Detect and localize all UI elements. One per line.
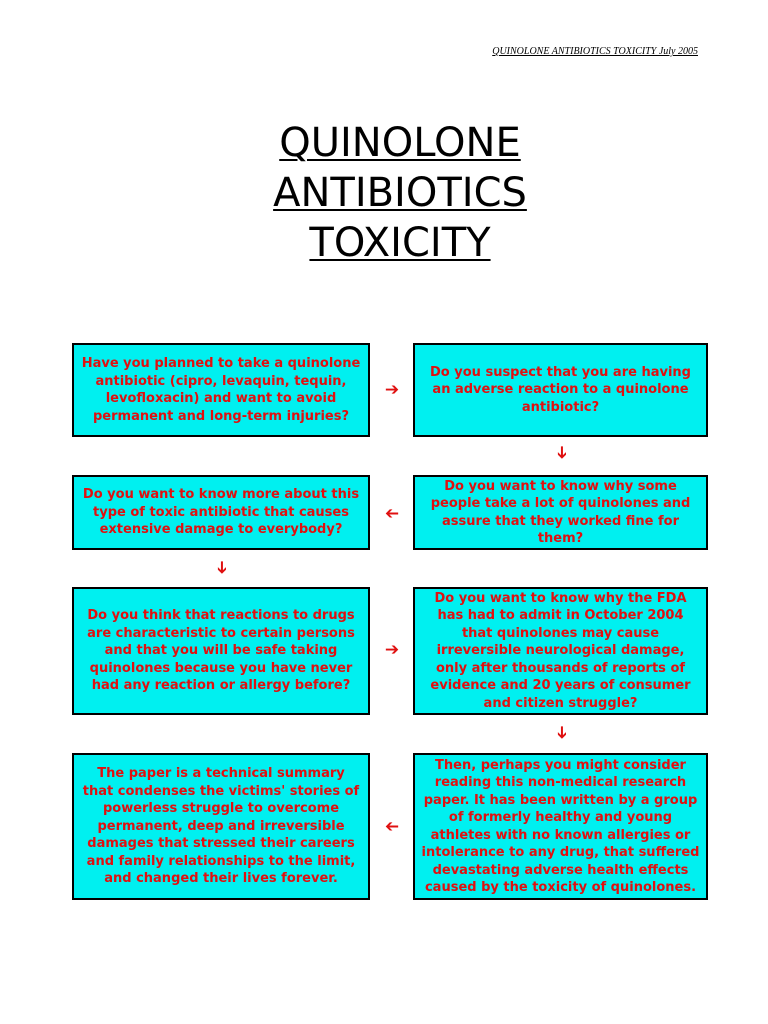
arrow-left-icon: ➔ (384, 816, 400, 836)
arrow-down-icon: ➔ (551, 445, 572, 460)
flow-box-4: Do you want to know more about this type of toxic antibiotic that causes extensive damage to everybody? (72, 475, 370, 550)
page-title (0, 118, 768, 268)
arrow-down-icon: ➔ (211, 560, 232, 575)
arrow-right-icon: ➔ (384, 380, 400, 400)
flow-box-3: Do you want to know why some people take a lot of quinolones and assure that they worked fine for them? (413, 475, 708, 550)
arrow-right-icon: ➔ (384, 640, 400, 660)
flow-box-2: Do you suspect that you are having an adverse reaction to a quinolone antibiotic? (413, 343, 708, 437)
flow-box-5: Do you think that reactions to drugs are characteristic to certain persons and that you will be safe taking quinolones because you have never had any reaction or allergy before? (72, 587, 370, 715)
running-header: QUINOLONE ANTIBIOTICS TOXICITY July 2005 (492, 46, 698, 57)
title-line-1: QUINOLONE (279, 120, 521, 166)
title-line-2: ANTIBIOTICS (273, 170, 527, 216)
arrow-down-icon: ➔ (551, 725, 572, 740)
flow-box-8: The paper is a technical summary that condenses the victims' stories of powerless struggle to overcome permanent, deep and irreversible damages that stressed their careers and family relationships to the limit, and changed their lives forever. (72, 753, 370, 900)
arrow-left-icon: ➔ (384, 503, 400, 523)
title-line-3: TOXICITY (309, 220, 491, 266)
flow-box-6: Do you want to know why the FDA has had to admit in October 2004 that quinolones may cause irreversible neurological damage, only after thousands of reports of evidence and 20 years of consumer and citizen struggle? (413, 587, 708, 715)
flow-box-7: Then, perhaps you might consider reading this non-medical research paper. It has been written by a group of formerly healthy and young athletes with no known allergies or intolerance to any drug, that suffered devastating adverse health effects caused by the toxicity of quinolones. (413, 753, 708, 900)
flow-box-1: Have you planned to take a quinolone antibiotic (cipro, levaquin, tequin, levofloxacin) and want to avoid permanent and long-term injuries? (72, 343, 370, 437)
